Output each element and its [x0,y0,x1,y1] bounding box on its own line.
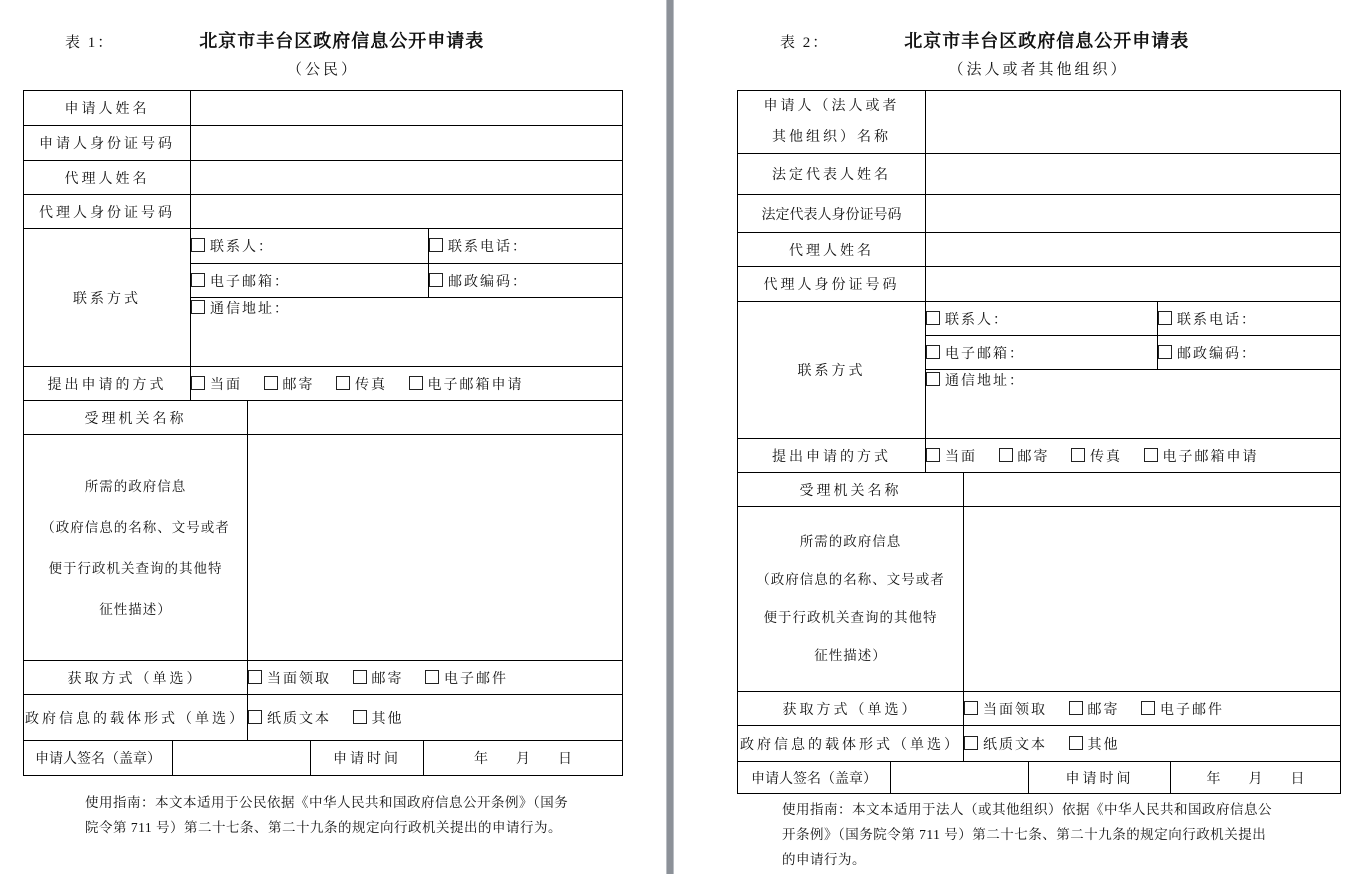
checkbox-icon [425,670,439,684]
cell-contact-person [191,229,429,264]
cell-contact-postcode [1158,336,1341,370]
option-contact-person[interactable] [191,240,274,255]
option-contact-postcode[interactable] [429,275,528,290]
checkbox-icon [191,238,205,252]
option-label: 电子邮箱： [210,274,290,290]
checkbox-icon [1144,448,1158,462]
table-row [738,507,1341,692]
option-contact-email[interactable] [926,347,1025,362]
field-needed-info[interactable] [248,435,623,661]
checkbox-icon [926,372,940,386]
option-label: 电子邮箱申请 [427,377,524,393]
option-mail[interactable] [353,672,404,687]
table-row [738,233,1341,267]
needed-info-line: （政府信息的名称、文号或者 [41,519,230,535]
option-label: 传真 [1090,449,1122,465]
option-contact-email[interactable] [191,275,290,290]
option-other[interactable] [353,712,404,727]
field-legal-rep-name[interactable] [926,154,1341,195]
field-applicant-name[interactable] [191,91,623,126]
checkbox-icon [353,670,367,684]
option-label: 电子邮箱： [945,346,1025,362]
option-label: 邮寄 [282,377,315,393]
checkbox-icon [1069,701,1083,715]
label-legal-rep-name: 法定代表人姓名 [738,154,926,195]
cell-contact-postcode [429,264,623,298]
table-row [738,692,1341,726]
option-email[interactable] [1141,703,1224,718]
label-agent-id: 代理人身份证号码 [738,267,926,302]
option-label: 当面 [945,449,977,465]
option-label: 邮寄 [371,671,404,687]
label-line: 申请人（法人或者 [763,99,900,114]
table-row [738,267,1341,302]
field-needed-info[interactable] [964,507,1341,692]
checkbox-icon [264,376,278,390]
usage-note-line: 使用指南：本文本适用于公民依据《中华人民共和国政府信息公开条例》（国务 [85,795,569,810]
option-label: 联系人： [945,312,1009,328]
option-mail[interactable] [264,378,315,393]
label-applicant-id: 申请人身份证号码 [24,126,191,161]
table-row [24,695,623,741]
option-label: 传真 [355,377,387,393]
usage-note-line: 院令第 711 号）第二十七条、第二十九条的规定向行政机关提出的申请行为。 [85,820,562,835]
table-row [24,126,623,161]
checkbox-icon [1141,701,1155,715]
form-tag: 表 1： [65,35,115,51]
field-accepting-organ[interactable] [964,473,1341,507]
table-row [738,439,1341,473]
table-row [738,762,1341,794]
option-contact-address[interactable] [191,302,290,317]
label-apply-method: 提出申请的方式 [738,439,926,473]
checkbox-icon [191,376,205,390]
checkbox-icon [964,736,978,750]
table-row [24,661,623,695]
checkbox-icon [926,448,940,462]
checkbox-icon [191,300,205,314]
label-applicant-name: 申请人姓名 [24,91,191,126]
option-paper-text[interactable] [248,712,331,727]
label-carrier-form: 政府信息的载体形式（单选） [24,695,248,741]
option-label: 邮政编码： [1177,346,1257,362]
option-label: 邮政编码： [448,274,528,290]
option-label: 邮寄 [1017,449,1050,465]
option-mail[interactable] [1069,703,1120,718]
usage-note-line: 使用指南：本文本适用于法人（或其他组织）依据《中华人民共和国政府信息公 [782,802,1272,817]
checkbox-icon [1158,345,1172,359]
page-divider [666,0,674,874]
checkbox-icon [999,448,1013,462]
label-legal-rep-id: 法定代表人身份证号码 [738,195,926,233]
checkbox-icon [1071,448,1085,462]
table-row [24,195,623,229]
option-label: 电子邮件 [1160,702,1224,718]
citizen-application-table [23,90,623,776]
option-in-person[interactable] [926,450,977,465]
form-title: 北京市丰台区政府信息公开申请表 [904,31,1190,51]
option-label: 邮寄 [1087,702,1120,718]
field-agent-id[interactable] [926,267,1341,302]
form-tag: 表 2： [780,35,830,51]
cell-contact-email [191,264,429,298]
option-contact-address[interactable] [926,374,1025,389]
option-contact-postcode[interactable] [1158,347,1257,362]
option-email[interactable] [425,672,508,687]
field-agent-name[interactable] [926,233,1341,267]
table-row [738,302,1341,336]
checkbox-icon [409,376,423,390]
needed-info-line: （政府信息的名称、文号或者 [756,572,945,587]
needed-info-line: 便于行政机关查询的其他特 [48,560,223,576]
form-subtitle: （法人或者其他组织） [948,62,1129,78]
usage-note [782,797,1287,872]
checkbox-icon [429,273,443,287]
checkbox-icon [1158,311,1172,325]
option-email-apply[interactable] [1144,450,1259,465]
option-pickup-in-person[interactable] [964,703,1047,718]
label-carrier-form: 政府信息的载体形式（单选） [738,726,964,762]
usage-note [85,790,610,840]
option-contact-phone[interactable] [1158,313,1257,328]
label-line: 其他组织）名称 [772,130,891,145]
option-fax[interactable] [1071,450,1122,465]
table-row [24,229,623,264]
option-label: 联系电话： [448,240,528,255]
form-title: 北京市丰台区政府信息公开申请表 [199,31,485,51]
table-row [738,195,1341,233]
field-agent-name[interactable] [191,161,623,195]
option-label: 电子邮件 [444,671,508,687]
form-header [780,27,1189,53]
label-apply-time: 申请时间 [311,741,424,776]
table-row [738,91,1341,154]
option-label: 电子邮箱申请 [1162,449,1259,465]
cell-obtain-options [248,661,623,695]
usage-note-line: 的申请行为。 [782,852,866,867]
option-label: 其他 [1087,737,1120,753]
option-fax[interactable] [336,378,387,393]
table-row [24,161,623,195]
option-label: 当面 [210,377,242,393]
table-row [24,401,623,435]
option-label: 当面领取 [267,671,331,687]
field-signature[interactable] [891,762,1029,794]
option-mail[interactable] [999,450,1050,465]
option-email-apply[interactable] [409,378,524,393]
checkbox-icon [248,670,262,684]
checkbox-icon [926,345,940,359]
checkbox-icon [353,710,367,724]
table-row [24,435,623,661]
field-applicant-org-name[interactable] [926,91,1341,154]
field-signature[interactable] [173,741,311,776]
cell-obtain-options [964,692,1341,726]
page-citizen-form [0,0,666,874]
option-paper-text[interactable] [964,738,1047,753]
field-legal-rep-id[interactable] [926,195,1341,233]
cell-apply-method-options [191,367,623,401]
option-contact-person[interactable] [926,313,1009,328]
label-obtain-method: 获取方式（单选） [24,661,248,695]
option-label: 当面领取 [983,702,1047,718]
option-in-person[interactable] [191,378,242,393]
label-apply-method: 提出申请的方式 [24,367,191,401]
field-agent-id[interactable] [191,195,623,229]
label-apply-time: 申请时间 [1029,762,1171,794]
checkbox-icon [191,273,205,287]
form-subtitle: （公民） [286,62,359,78]
needed-info-line: 便于行政机关查询的其他特 [763,610,938,625]
option-label: 通信地址： [945,374,1025,389]
field-accepting-organ[interactable] [248,401,623,435]
cell-contact-person [926,302,1158,336]
checkbox-icon [926,311,940,325]
needed-info-line: 所需的政府信息 [84,478,187,494]
needed-info-line: 征性描述） [99,601,172,617]
option-label: 联系人： [210,240,274,255]
checkbox-icon [429,238,443,252]
date-placeholder: 年 月 日 [424,741,623,776]
table-row [24,91,623,126]
option-label: 通信地址： [210,302,290,317]
cell-carrier-options [248,695,623,741]
table-row [738,473,1341,507]
label-obtain-method: 获取方式（单选） [738,692,964,726]
label-agent-name: 代理人姓名 [738,233,926,267]
usage-note-line: 开条例》（国务院令第 711 号）第二十七条、第二十九条的规定向行政机关提出 [782,827,1267,842]
checkbox-icon [336,376,350,390]
needed-info-line: 征性描述） [814,648,887,663]
label-contact-method: 联系方式 [738,302,926,439]
cell-contact-address [191,298,623,367]
option-other[interactable] [1069,738,1120,753]
organization-application-table [737,90,1341,794]
needed-info-line: 所需的政府信息 [799,534,902,549]
label-agent-name: 代理人姓名 [24,161,191,195]
option-contact-phone[interactable] [429,240,528,255]
table-row [738,154,1341,195]
label-contact-method: 联系方式 [24,229,191,367]
date-placeholder: 年 月 日 [1171,762,1341,794]
label-needed-info [24,435,248,661]
label-accepting-organ: 受理机关名称 [24,401,248,435]
page-organization-form [674,0,1363,874]
option-label: 其他 [371,711,404,727]
cell-contact-phone [1158,302,1341,336]
label-signature: 申请人签名（盖章） [738,762,891,794]
checkbox-icon [964,701,978,715]
option-pickup-in-person[interactable] [248,672,331,687]
label-applicant-org-name [738,91,926,154]
cell-apply-method-options [926,439,1341,473]
label-needed-info [738,507,964,692]
option-label: 纸质文本 [267,711,331,727]
cell-contact-address [926,370,1341,439]
label-signature: 申请人签名（盖章） [24,741,173,776]
label-agent-id: 代理人身份证号码 [24,195,191,229]
cell-contact-email [926,336,1158,370]
table-row [738,726,1341,762]
table-row [24,367,623,401]
label-accepting-organ: 受理机关名称 [738,473,964,507]
checkbox-icon [1069,736,1083,750]
cell-contact-phone [429,229,623,264]
form-header [65,27,484,53]
checkbox-icon [248,710,262,724]
option-label: 纸质文本 [983,737,1047,753]
field-applicant-id[interactable] [191,126,623,161]
option-label: 联系电话： [1177,312,1257,328]
cell-carrier-options [964,726,1341,762]
table-row [24,741,623,776]
